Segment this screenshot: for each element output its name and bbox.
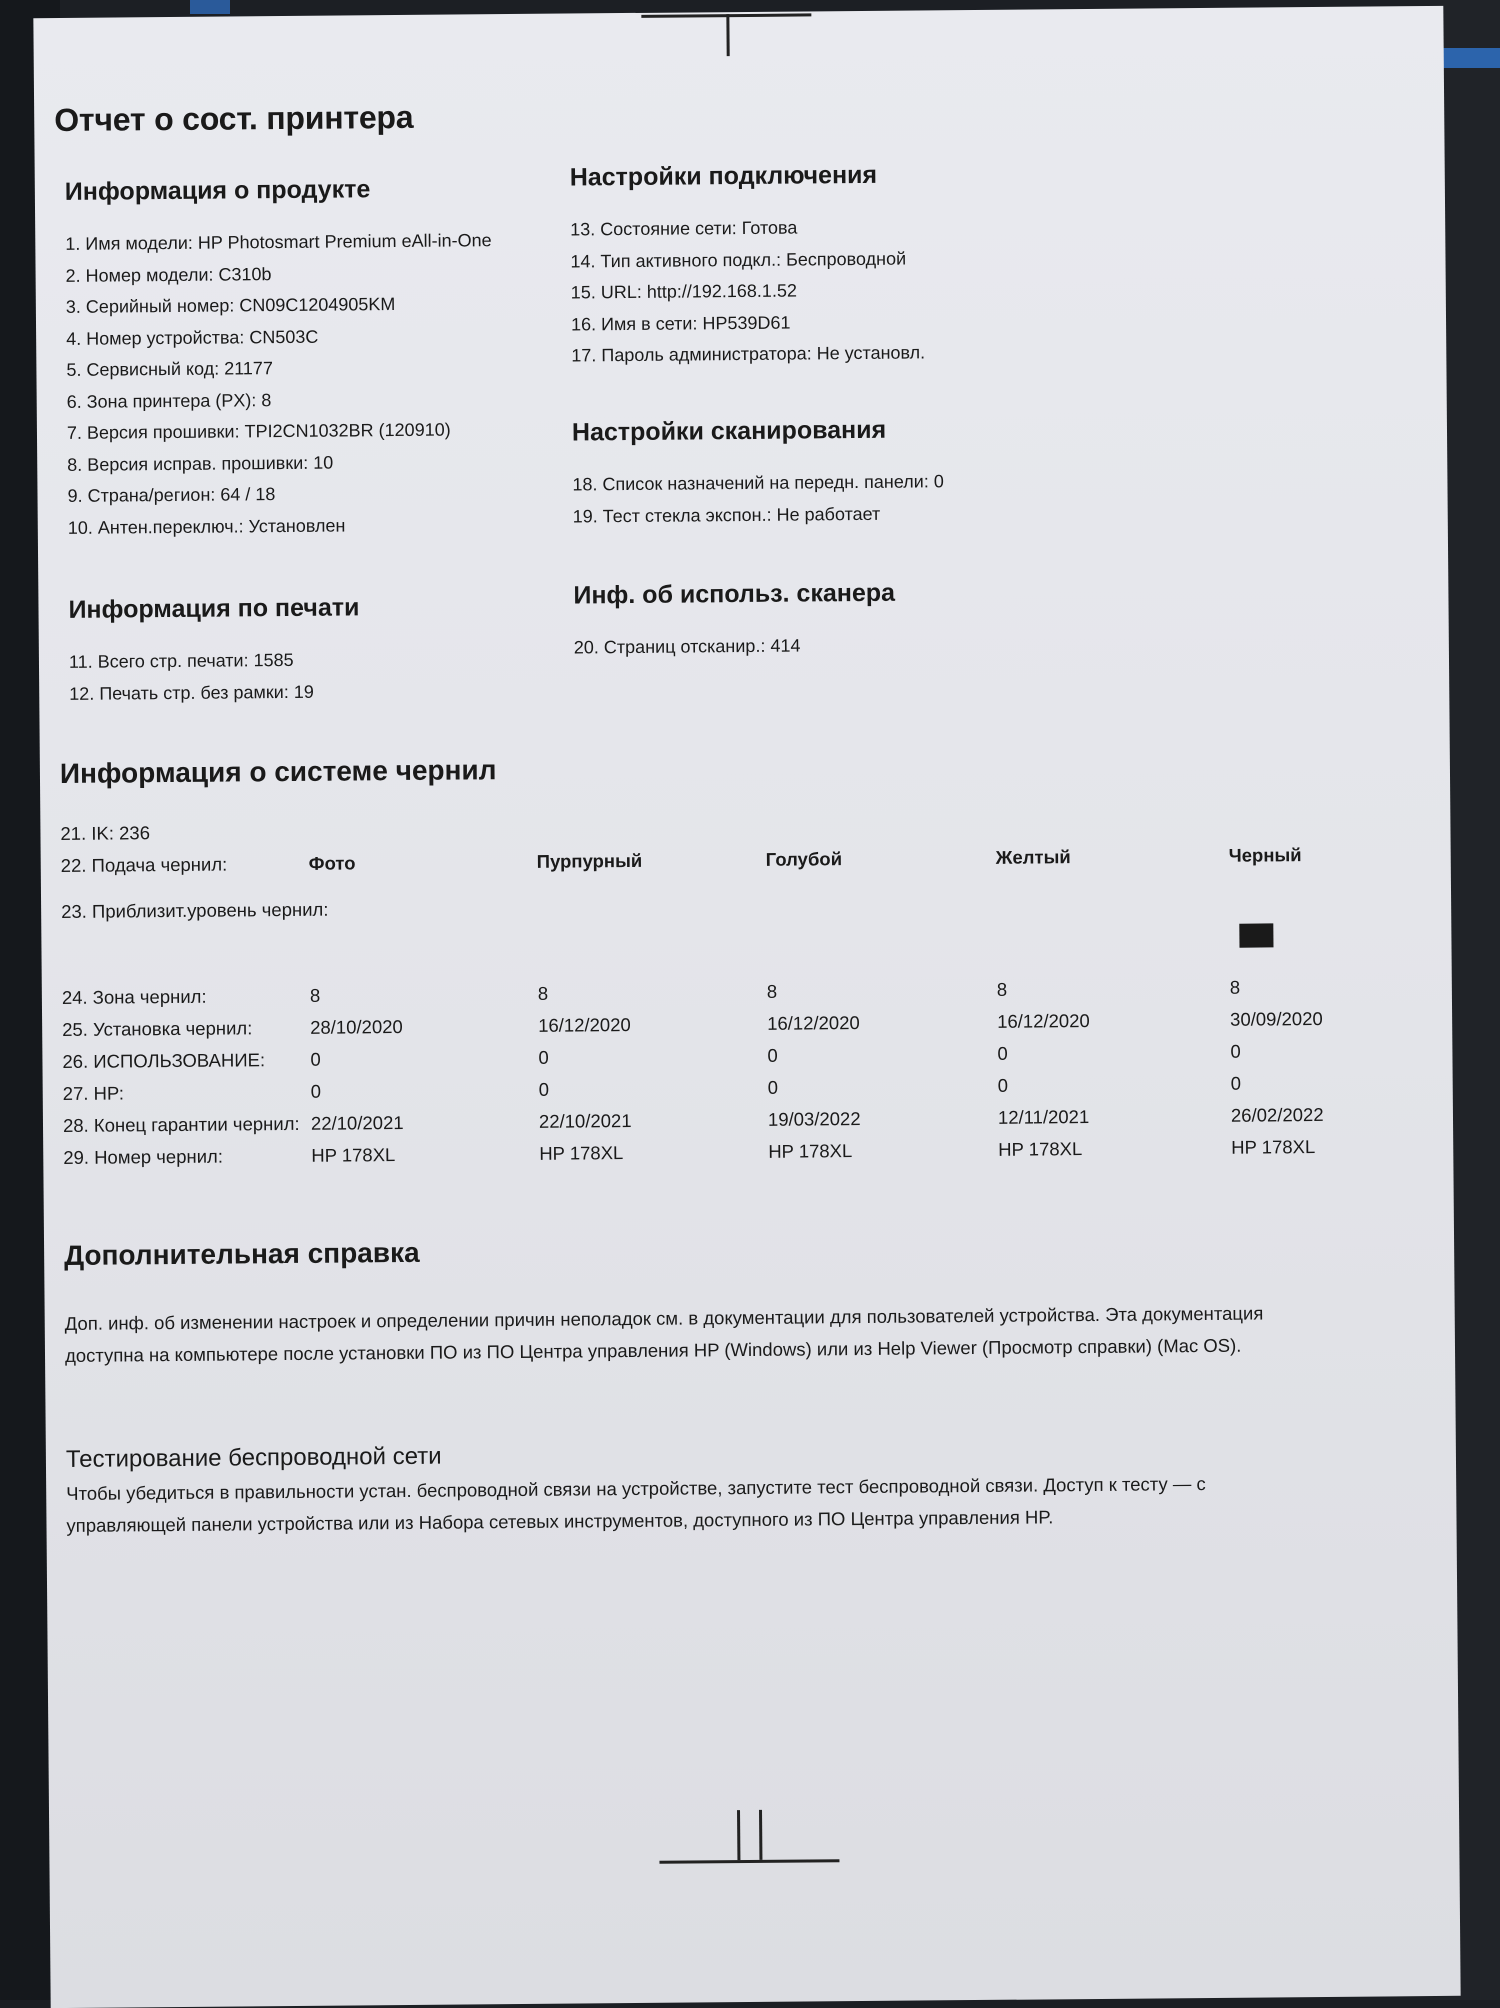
registration-mark-bottom-stem (759, 1810, 762, 1860)
info-line: 9. Страна/регион: 64 / 18 (67, 484, 276, 506)
info-line: 4. Номер устройства: CN503C (66, 326, 319, 349)
report-title: Отчет о сост. принтера (54, 98, 414, 139)
background-blue-edge-right (1440, 48, 1500, 68)
ink-cell: 0 (767, 1044, 778, 1066)
ink-row-label: 28. Конец гарантии чернил: (62, 1112, 300, 1136)
section-scanner-usage (573, 579, 895, 664)
ink-color-header: Черный (1228, 844, 1302, 866)
info-line: 17. Пароль администратора: Не установл. (571, 342, 926, 366)
info-line: 1. Имя модели: HP Photosmart Premium eAll-in-One (65, 230, 492, 254)
printer-report-page (33, 6, 1460, 2008)
ink-cell: HP 178XL (768, 1140, 853, 1162)
ink-color-header: Пурпурный (536, 849, 643, 872)
info-line: 19. Тест стекла экспон.: Не работает (572, 503, 881, 527)
ink-cell: 0 (310, 1048, 321, 1070)
wireless-test-text: Чтобы убедиться в правильности устан. беспроводной связи на устройстве, запустите тест беспроводной связи. Доступ к тесту — с управляющей панели устройства или из Набора сетевых инструментов, доступного из ПО Центра управления HP. (66, 1473, 1206, 1536)
info-line: 10. Антен.переключ.: Установлен (67, 514, 346, 538)
section-heading: Информация по печати (68, 593, 360, 624)
ink-cell: 30/09/2020 (1230, 1007, 1323, 1030)
ink-cell: HP 178XL (1231, 1136, 1316, 1158)
ink-cell: 0 (538, 1046, 549, 1068)
black-ink-level-indicator (1239, 923, 1273, 947)
background-blue-edge (190, 0, 230, 14)
ink-cell: 16/12/2020 (767, 1012, 860, 1034)
ink-supply-label: 22. Подача чернил: (60, 853, 228, 876)
info-line: 14. Тип активного подкл.: Беспроводной (570, 248, 907, 272)
info-line: 7. Версия прошивки: TPI2CN1032BR (120910) (66, 419, 451, 443)
info-line: 13. Состояние сети: Готова (570, 217, 798, 240)
ink-cell: 0 (538, 1078, 550, 1100)
ink-cell: HP 178XL (539, 1142, 624, 1164)
ink-cell: HP 178XL (311, 1144, 396, 1166)
info-line: 16. Имя в сети: HP539D61 (570, 312, 791, 335)
ink-cell: HP 178XL (998, 1138, 1083, 1160)
ink-cell: 8 (537, 982, 549, 1004)
ink-cell: 0 (310, 1080, 322, 1102)
ink-system-table (60, 806, 1383, 1174)
ink-cell: 8 (1229, 976, 1241, 998)
info-line: 20. Страниц отсканир.: 414 (573, 635, 801, 658)
wireless-test-heading: Тестирование беспроводной сети (65, 1442, 442, 1473)
ink-row-label: 27. НР: (62, 1082, 125, 1104)
ink-level-label: 23. Приблизит.уровень чернил: (61, 898, 329, 922)
ink-cell: 0 (1230, 1072, 1242, 1094)
section-heading: Настройки сканирования (571, 415, 887, 447)
ink-cell: 0 (1230, 1040, 1241, 1062)
info-line: 11. Всего стр. печати: 1585 (68, 649, 294, 672)
ink-cell: 8 (766, 980, 778, 1002)
registration-mark-bottom (659, 1859, 839, 1864)
info-line: 18. Список назначений на передн. панели: 0 (572, 471, 944, 495)
section-heading: Инф. об использ. сканера (573, 578, 896, 610)
section-connection-settings (570, 160, 926, 372)
registration-mark-bottom-stem (737, 1810, 740, 1860)
ink-cell: 28/10/2020 (310, 1016, 403, 1038)
additional-help-heading: Дополнительная справка (64, 1236, 420, 1271)
section-heading: Информация о продукте (64, 175, 371, 206)
ink-cell: 22/10/2021 (310, 1112, 404, 1134)
section-product-info (65, 174, 494, 544)
ink-cell: 16/12/2020 (538, 1014, 631, 1036)
info-line: 15. URL: http://192.168.1.52 (570, 280, 798, 303)
section-heading: Настройки подключения (569, 160, 878, 192)
ink-row-label: 29. Номер чернил: (63, 1145, 224, 1168)
ink-cell: 19/03/2022 (767, 1108, 861, 1130)
ink-color-header: Желтый (995, 846, 1071, 868)
ink-row-label: 24. Зона чернил: (61, 985, 207, 1008)
ink-cell: 8 (996, 978, 1008, 1000)
ink-row-label: 25. Установка чернил: (62, 1017, 253, 1040)
ink-cell: 0 (997, 1042, 1008, 1064)
ink-cell: 0 (767, 1076, 779, 1098)
additional-help-text: Доп. инф. об изменении настроек и определении причин неполадок см. в документации для пользователей устройства. Эта документация доступна на компьютере после установки ПО из ПО Центра управления HP (Windows) или из Help Viewer (Просмотр справки) (Mac OS). (64, 1302, 1264, 1366)
ink-cell: 16/12/2020 (997, 1010, 1090, 1032)
info-line: 5. Сервисный код: 21177 (66, 358, 273, 380)
info-line: 12. Печать стр. без рамки: 19 (69, 681, 314, 704)
ink-cell: 26/02/2022 (1230, 1103, 1324, 1126)
ink-cell: 12/11/2021 (997, 1106, 1090, 1128)
ink-cell: 0 (997, 1074, 1009, 1096)
ink-system-heading: Информация о системе чернил (59, 754, 497, 789)
ink-color-header: Голубой (765, 848, 843, 870)
section-print-info (68, 593, 360, 710)
section-scan-settings (572, 415, 944, 532)
info-line: 6. Зона принтера (PX): 8 (66, 389, 272, 412)
ink-cell: 8 (309, 984, 321, 1006)
info-line: 8. Версия исправ. прошивки: 10 (67, 452, 334, 475)
ink-level-row (61, 870, 1382, 982)
ink-row-label: 26. ИСПОЛЬЗОВАНИЕ: (62, 1049, 266, 1072)
info-line: 2. Номер модели: C310b (65, 263, 272, 286)
registration-mark-top-stem (726, 14, 729, 56)
ink-cell: 22/10/2021 (538, 1110, 632, 1132)
info-line: 3. Серийный номер: CN09C1204905KM (65, 294, 396, 317)
ink-ik: 21. IK: 236 (60, 822, 151, 844)
ink-color-header: Фото (308, 852, 356, 874)
